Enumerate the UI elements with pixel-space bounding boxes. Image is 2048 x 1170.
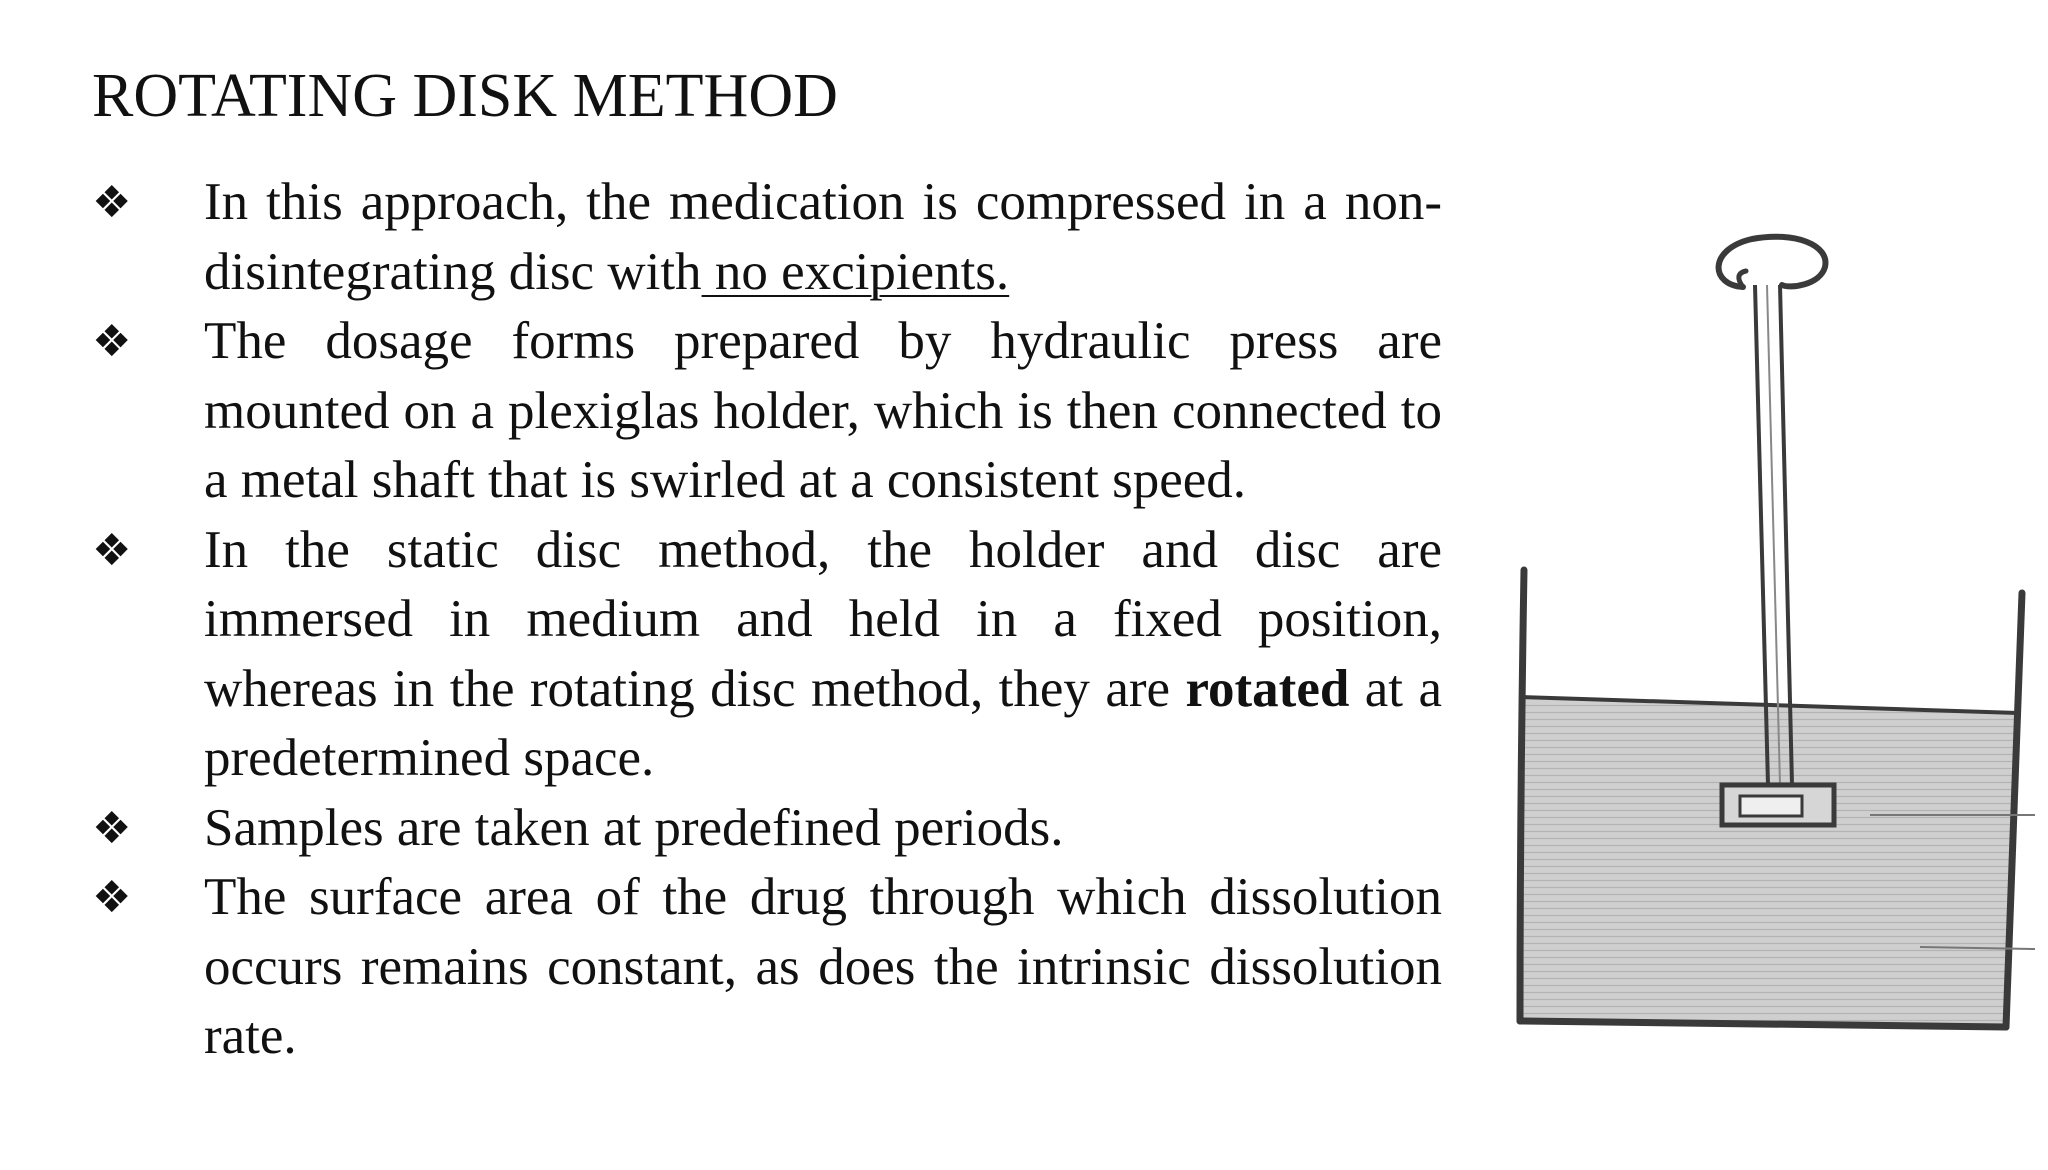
bullet-diamond-icon: ❖ <box>92 316 132 367</box>
bullet-text: at a predetermined space. <box>204 659 1442 787</box>
bullet-diamond-icon: ❖ <box>92 872 132 923</box>
bullet-diamond-icon: ❖ <box>92 802 132 854</box>
bullet-text: In the static disc method, the holder and disc are immersed in medium and held in a fixed position, whereas in the rotating disc method, they are <box>204 520 1442 718</box>
bullet-item <box>92 307 1442 516</box>
bullet-list <box>92 168 1442 1072</box>
rotating-disk-apparatus-illustration <box>1490 205 2048 1085</box>
bullet-item <box>92 794 1442 864</box>
bullet-item <box>92 516 1442 794</box>
bullet-text: The dosage forms prepared by hydraulic press are mounted on a plexiglas holder, which is then connected to a metal shaft that is swirled at a consistent speed. <box>204 312 1442 509</box>
shaft-handle <box>1719 237 1826 287</box>
bullet-text-bold: rotated <box>1185 659 1350 718</box>
bullet-diamond-icon: ❖ <box>92 177 132 228</box>
bullet-text: The surface area of the drug through which dissolution occurs remains constant, as does the intrinsic dissolution rate. <box>204 868 1442 1065</box>
drug-disc <box>1740 796 1802 816</box>
bullet-item <box>92 863 1442 1072</box>
vessel-left-wall <box>1520 570 1524 1021</box>
bullet-text: Samples are taken at predefined periods. <box>204 798 1064 857</box>
rotating-disk-apparatus-icon <box>1490 205 2048 1085</box>
bullet-item <box>92 168 1442 307</box>
bullet-text: In this approach, the medication is compressed in a non-disintegrating disc with <box>204 173 1442 301</box>
slide-title: ROTATING DISK METHOD <box>92 62 838 130</box>
bullet-diamond-icon: ❖ <box>92 524 132 576</box>
bullet-text-underlined: no excipients. <box>701 242 1010 301</box>
